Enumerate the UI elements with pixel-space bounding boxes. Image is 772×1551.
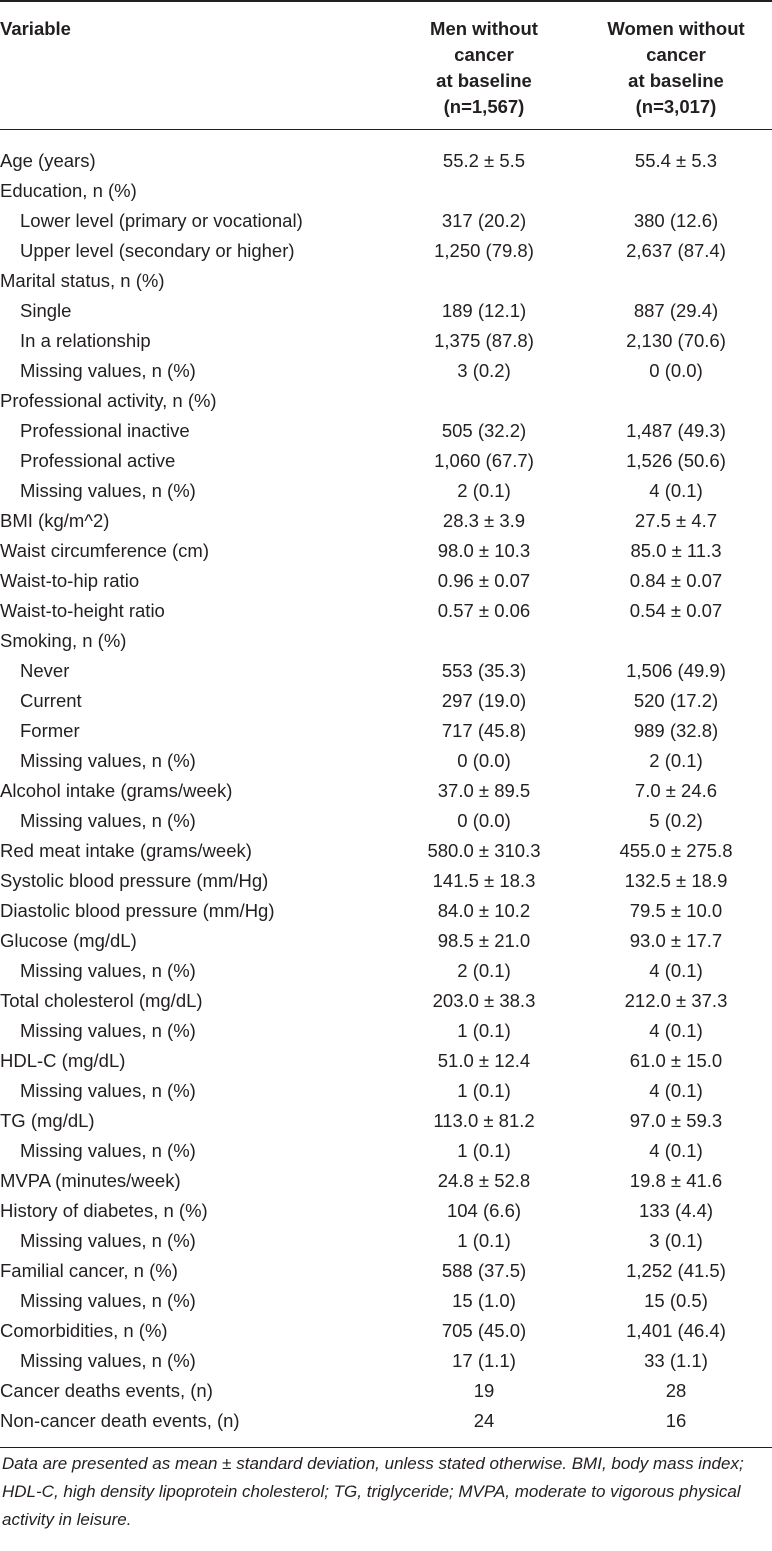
table-row <box>0 416 772 446</box>
women-value-cell: 93.0 ± 17.7 <box>629 929 723 951</box>
men-value-cell: 317 (20.2) <box>441 209 527 231</box>
table-row <box>0 1226 772 1256</box>
header-men-line: (n=1,567) <box>443 96 525 117</box>
table-row <box>0 236 772 266</box>
table-row <box>0 1166 772 1196</box>
variable-cell: Missing values, n (%) <box>20 1139 196 1161</box>
men-value-cell <box>388 626 580 656</box>
women-value-cell: 2 (0.1) <box>649 749 703 771</box>
table-row <box>0 356 772 386</box>
table-row <box>0 956 772 986</box>
women-value-cell: 27.5 ± 4.7 <box>634 509 718 531</box>
men-value-cell: 17 (1.1) <box>452 1349 516 1371</box>
men-value-cell: 1,375 (87.8) <box>434 329 534 351</box>
variable-cell: Upper level (secondary or higher) <box>20 239 295 261</box>
header-women-line: Women without <box>607 18 745 39</box>
women-value-cell <box>580 176 772 206</box>
women-value-cell: 1,506 (49.9) <box>626 659 726 681</box>
table-row <box>0 1076 772 1106</box>
women-value-cell: 0.54 ± 0.07 <box>629 599 723 621</box>
women-value-cell: 212.0 ± 37.3 <box>624 989 728 1011</box>
men-value-cell: 0 (0.0) <box>457 809 511 831</box>
men-value-cell: 580.0 ± 310.3 <box>427 839 541 861</box>
variable-cell: Missing values, n (%) <box>20 359 196 381</box>
variable-cell: Total cholesterol (mg/dL) <box>0 989 203 1011</box>
men-value-cell: 3 (0.2) <box>457 359 511 381</box>
variable-cell: Single <box>20 299 72 321</box>
table-row <box>0 686 772 716</box>
women-value-cell: 33 (1.1) <box>644 1349 708 1371</box>
table-row <box>0 266 772 296</box>
variable-cell: Former <box>20 719 80 741</box>
women-value-cell: 28 <box>665 1379 687 1401</box>
variable-cell: Waist circumference (cm) <box>0 539 210 561</box>
table-row <box>0 506 772 536</box>
men-value-cell: 104 (6.6) <box>446 1199 522 1221</box>
women-value-cell: 4 (0.1) <box>649 1079 703 1101</box>
women-value-cell: 520 (17.2) <box>633 689 719 711</box>
men-value-cell: 141.5 ± 18.3 <box>432 869 536 891</box>
header-men-line: Men without <box>430 18 538 39</box>
men-value-cell: 37.0 ± 89.5 <box>437 779 531 801</box>
women-value-cell: 2,637 (87.4) <box>626 239 726 261</box>
men-value-cell: 189 (12.1) <box>441 299 527 321</box>
table-spacer <box>0 129 772 146</box>
women-value-cell: 133 (4.4) <box>638 1199 714 1221</box>
women-value-cell: 15 (0.5) <box>644 1289 708 1311</box>
men-value-cell: 2 (0.1) <box>457 959 511 981</box>
table-row <box>0 386 772 416</box>
men-value-cell: 55.2 ± 5.5 <box>442 149 526 171</box>
table-row <box>0 896 772 926</box>
variable-cell: Missing values, n (%) <box>20 749 196 771</box>
table-row <box>0 1046 772 1076</box>
variable-cell: Red meat intake (grams/week) <box>0 839 252 861</box>
variable-cell: Marital status, n (%) <box>0 269 165 291</box>
header-women <box>580 1 772 129</box>
women-value-cell: 61.0 ± 15.0 <box>629 1049 723 1071</box>
men-value-cell: 51.0 ± 12.4 <box>437 1049 531 1071</box>
header-women-line: at baseline <box>628 70 724 91</box>
table-row <box>0 1196 772 1226</box>
variable-cell: TG (mg/dL) <box>0 1109 95 1131</box>
variable-cell: Diastolic blood pressure (mm/Hg) <box>0 899 275 921</box>
table-row <box>0 176 772 206</box>
men-value-cell: 98.0 ± 10.3 <box>437 539 531 561</box>
women-value-cell <box>580 626 772 656</box>
men-value-cell: 98.5 ± 21.0 <box>437 929 531 951</box>
variable-cell: Missing values, n (%) <box>20 809 196 831</box>
table-row <box>0 776 772 806</box>
variable-cell: Education, n (%) <box>0 179 137 201</box>
table-row <box>0 476 772 506</box>
men-value-cell <box>388 386 580 416</box>
variable-cell: Smoking, n (%) <box>0 629 127 651</box>
table-row <box>0 986 772 1016</box>
table-row <box>0 1406 772 1436</box>
header-variable: Variable <box>0 1 388 129</box>
men-value-cell: 1,060 (67.7) <box>434 449 534 471</box>
variable-cell: BMI (kg/m^2) <box>0 509 110 531</box>
men-value-cell: 84.0 ± 10.2 <box>437 899 531 921</box>
women-value-cell: 1,252 (41.5) <box>626 1259 726 1281</box>
men-value-cell: 0.57 ± 0.06 <box>437 599 531 621</box>
women-value-cell: 380 (12.6) <box>633 209 719 231</box>
men-value-cell: 19 <box>473 1379 495 1401</box>
men-value-cell: 705 (45.0) <box>441 1319 527 1341</box>
men-value-cell: 1 (0.1) <box>457 1139 511 1161</box>
variable-cell: Current <box>20 689 82 711</box>
women-value-cell: 2,130 (70.6) <box>626 329 726 351</box>
variable-cell: Alcohol intake (grams/week) <box>0 779 233 801</box>
women-value-cell: 79.5 ± 10.0 <box>629 899 723 921</box>
header-women-line: (n=3,017) <box>635 96 717 117</box>
variable-cell: Missing values, n (%) <box>20 1289 196 1311</box>
women-value-cell: 1,487 (49.3) <box>626 419 726 441</box>
men-value-cell: 28.3 ± 3.9 <box>442 509 526 531</box>
women-value-cell: 887 (29.4) <box>633 299 719 321</box>
variable-cell: Comorbidities, n (%) <box>0 1319 168 1341</box>
header-men-line: at baseline <box>436 70 532 91</box>
header-women-line: cancer <box>646 44 706 65</box>
men-value-cell: 15 (1.0) <box>452 1289 516 1311</box>
men-value-cell: 588 (37.5) <box>441 1259 527 1281</box>
women-value-cell: 4 (0.1) <box>649 479 703 501</box>
table-row <box>0 1346 772 1376</box>
men-value-cell: 0.96 ± 0.07 <box>437 569 531 591</box>
variable-cell: Cancer deaths events, (n) <box>0 1379 213 1401</box>
variable-cell: In a relationship <box>20 329 151 351</box>
variable-cell: Systolic blood pressure (mm/Hg) <box>0 869 269 891</box>
variable-cell: Lower level (primary or vocational) <box>20 209 303 231</box>
men-value-cell <box>388 176 580 206</box>
men-value-cell: 24 <box>473 1409 495 1431</box>
table-row <box>0 746 772 776</box>
variable-cell: Waist-to-height ratio <box>0 599 165 621</box>
variable-cell: Professional inactive <box>20 419 190 441</box>
header-men <box>388 1 580 129</box>
table-row <box>0 146 772 176</box>
table-row <box>0 656 772 686</box>
women-value-cell: 55.4 ± 5.3 <box>634 149 718 171</box>
variable-cell: Non-cancer death events, (n) <box>0 1409 240 1431</box>
variable-cell: Missing values, n (%) <box>20 1229 196 1251</box>
men-value-cell: 1 (0.1) <box>457 1229 511 1251</box>
variable-cell: Missing values, n (%) <box>20 1079 196 1101</box>
table-row <box>0 926 772 956</box>
men-value-cell: 553 (35.3) <box>441 659 527 681</box>
table-row <box>0 866 772 896</box>
men-value-cell: 505 (32.2) <box>441 419 527 441</box>
table-row <box>0 446 772 476</box>
men-value-cell: 0 (0.0) <box>457 749 511 771</box>
women-value-cell: 0.84 ± 0.07 <box>629 569 723 591</box>
table-row <box>0 206 772 236</box>
variable-cell: Missing values, n (%) <box>20 1349 196 1371</box>
women-value-cell: 4 (0.1) <box>649 1019 703 1041</box>
women-value-cell: 989 (32.8) <box>633 719 719 741</box>
table-row <box>0 296 772 326</box>
table-row <box>0 1016 772 1046</box>
women-value-cell: 0 (0.0) <box>649 359 703 381</box>
variable-cell: History of diabetes, n (%) <box>0 1199 208 1221</box>
variable-cell: Missing values, n (%) <box>20 1019 196 1041</box>
table-row <box>0 1136 772 1166</box>
men-value-cell: 203.0 ± 38.3 <box>432 989 536 1011</box>
table-row <box>0 836 772 866</box>
men-value-cell: 1 (0.1) <box>457 1079 511 1101</box>
table-row <box>0 596 772 626</box>
women-value-cell: 455.0 ± 275.8 <box>619 839 733 861</box>
men-value-cell: 717 (45.8) <box>441 719 527 741</box>
table-row <box>0 1316 772 1346</box>
variable-cell: Glucose (mg/dL) <box>0 929 137 951</box>
women-value-cell: 4 (0.1) <box>649 959 703 981</box>
table-footnote: Data are presented as mean ± standard deviation, unless stated otherwise. BMI, body mass index; HDL-C, high density lipoprotein cholesterol; TG, triglyceride; MVPA, moderate to vigorous physical activity in leisure. <box>2 1454 744 1529</box>
table-row <box>0 1106 772 1136</box>
table-row <box>0 326 772 356</box>
women-value-cell: 1,401 (46.4) <box>626 1319 726 1341</box>
variable-cell: Familial cancer, n (%) <box>0 1259 178 1281</box>
variable-cell: Missing values, n (%) <box>20 959 196 981</box>
women-value-cell <box>580 266 772 296</box>
table-header-row <box>0 1 772 129</box>
variable-cell: Age (years) <box>0 149 96 171</box>
women-value-cell <box>580 386 772 416</box>
table-bottom-rule <box>0 1436 772 1448</box>
men-value-cell: 297 (19.0) <box>441 689 527 711</box>
women-value-cell: 19.8 ± 41.6 <box>629 1169 723 1191</box>
women-value-cell: 16 <box>665 1409 687 1431</box>
table-row <box>0 566 772 596</box>
variable-cell: Professional activity, n (%) <box>0 389 217 411</box>
men-value-cell: 1 (0.1) <box>457 1019 511 1041</box>
men-value-cell: 113.0 ± 81.2 <box>433 1109 535 1131</box>
variable-cell: Never <box>20 659 70 681</box>
women-value-cell: 85.0 ± 11.3 <box>630 539 722 561</box>
women-value-cell: 1,526 (50.6) <box>626 449 726 471</box>
table-row <box>0 1376 772 1406</box>
table-row <box>0 1286 772 1316</box>
men-value-cell: 24.8 ± 52.8 <box>437 1169 531 1191</box>
women-value-cell: 4 (0.1) <box>649 1139 703 1161</box>
variable-cell: Waist-to-hip ratio <box>0 569 140 591</box>
variable-cell: Professional active <box>20 449 176 471</box>
header-men-line: cancer <box>454 44 514 65</box>
table-row <box>0 1256 772 1286</box>
variable-cell: HDL-C (mg/dL) <box>0 1049 126 1071</box>
table-body <box>0 129 772 1447</box>
variable-cell: Missing values, n (%) <box>20 479 196 501</box>
table-row <box>0 806 772 836</box>
women-value-cell: 3 (0.1) <box>649 1229 703 1251</box>
variable-cell: MVPA (minutes/week) <box>0 1169 181 1191</box>
men-value-cell <box>388 266 580 296</box>
men-value-cell: 1,250 (79.8) <box>434 239 534 261</box>
women-value-cell: 7.0 ± 24.6 <box>634 779 718 801</box>
women-value-cell: 5 (0.2) <box>649 809 703 831</box>
table-row <box>0 716 772 746</box>
table-row <box>0 626 772 656</box>
women-value-cell: 97.0 ± 59.3 <box>629 1109 723 1131</box>
women-value-cell: 132.5 ± 18.9 <box>624 869 728 891</box>
men-value-cell: 2 (0.1) <box>457 479 511 501</box>
table-row <box>0 536 772 566</box>
